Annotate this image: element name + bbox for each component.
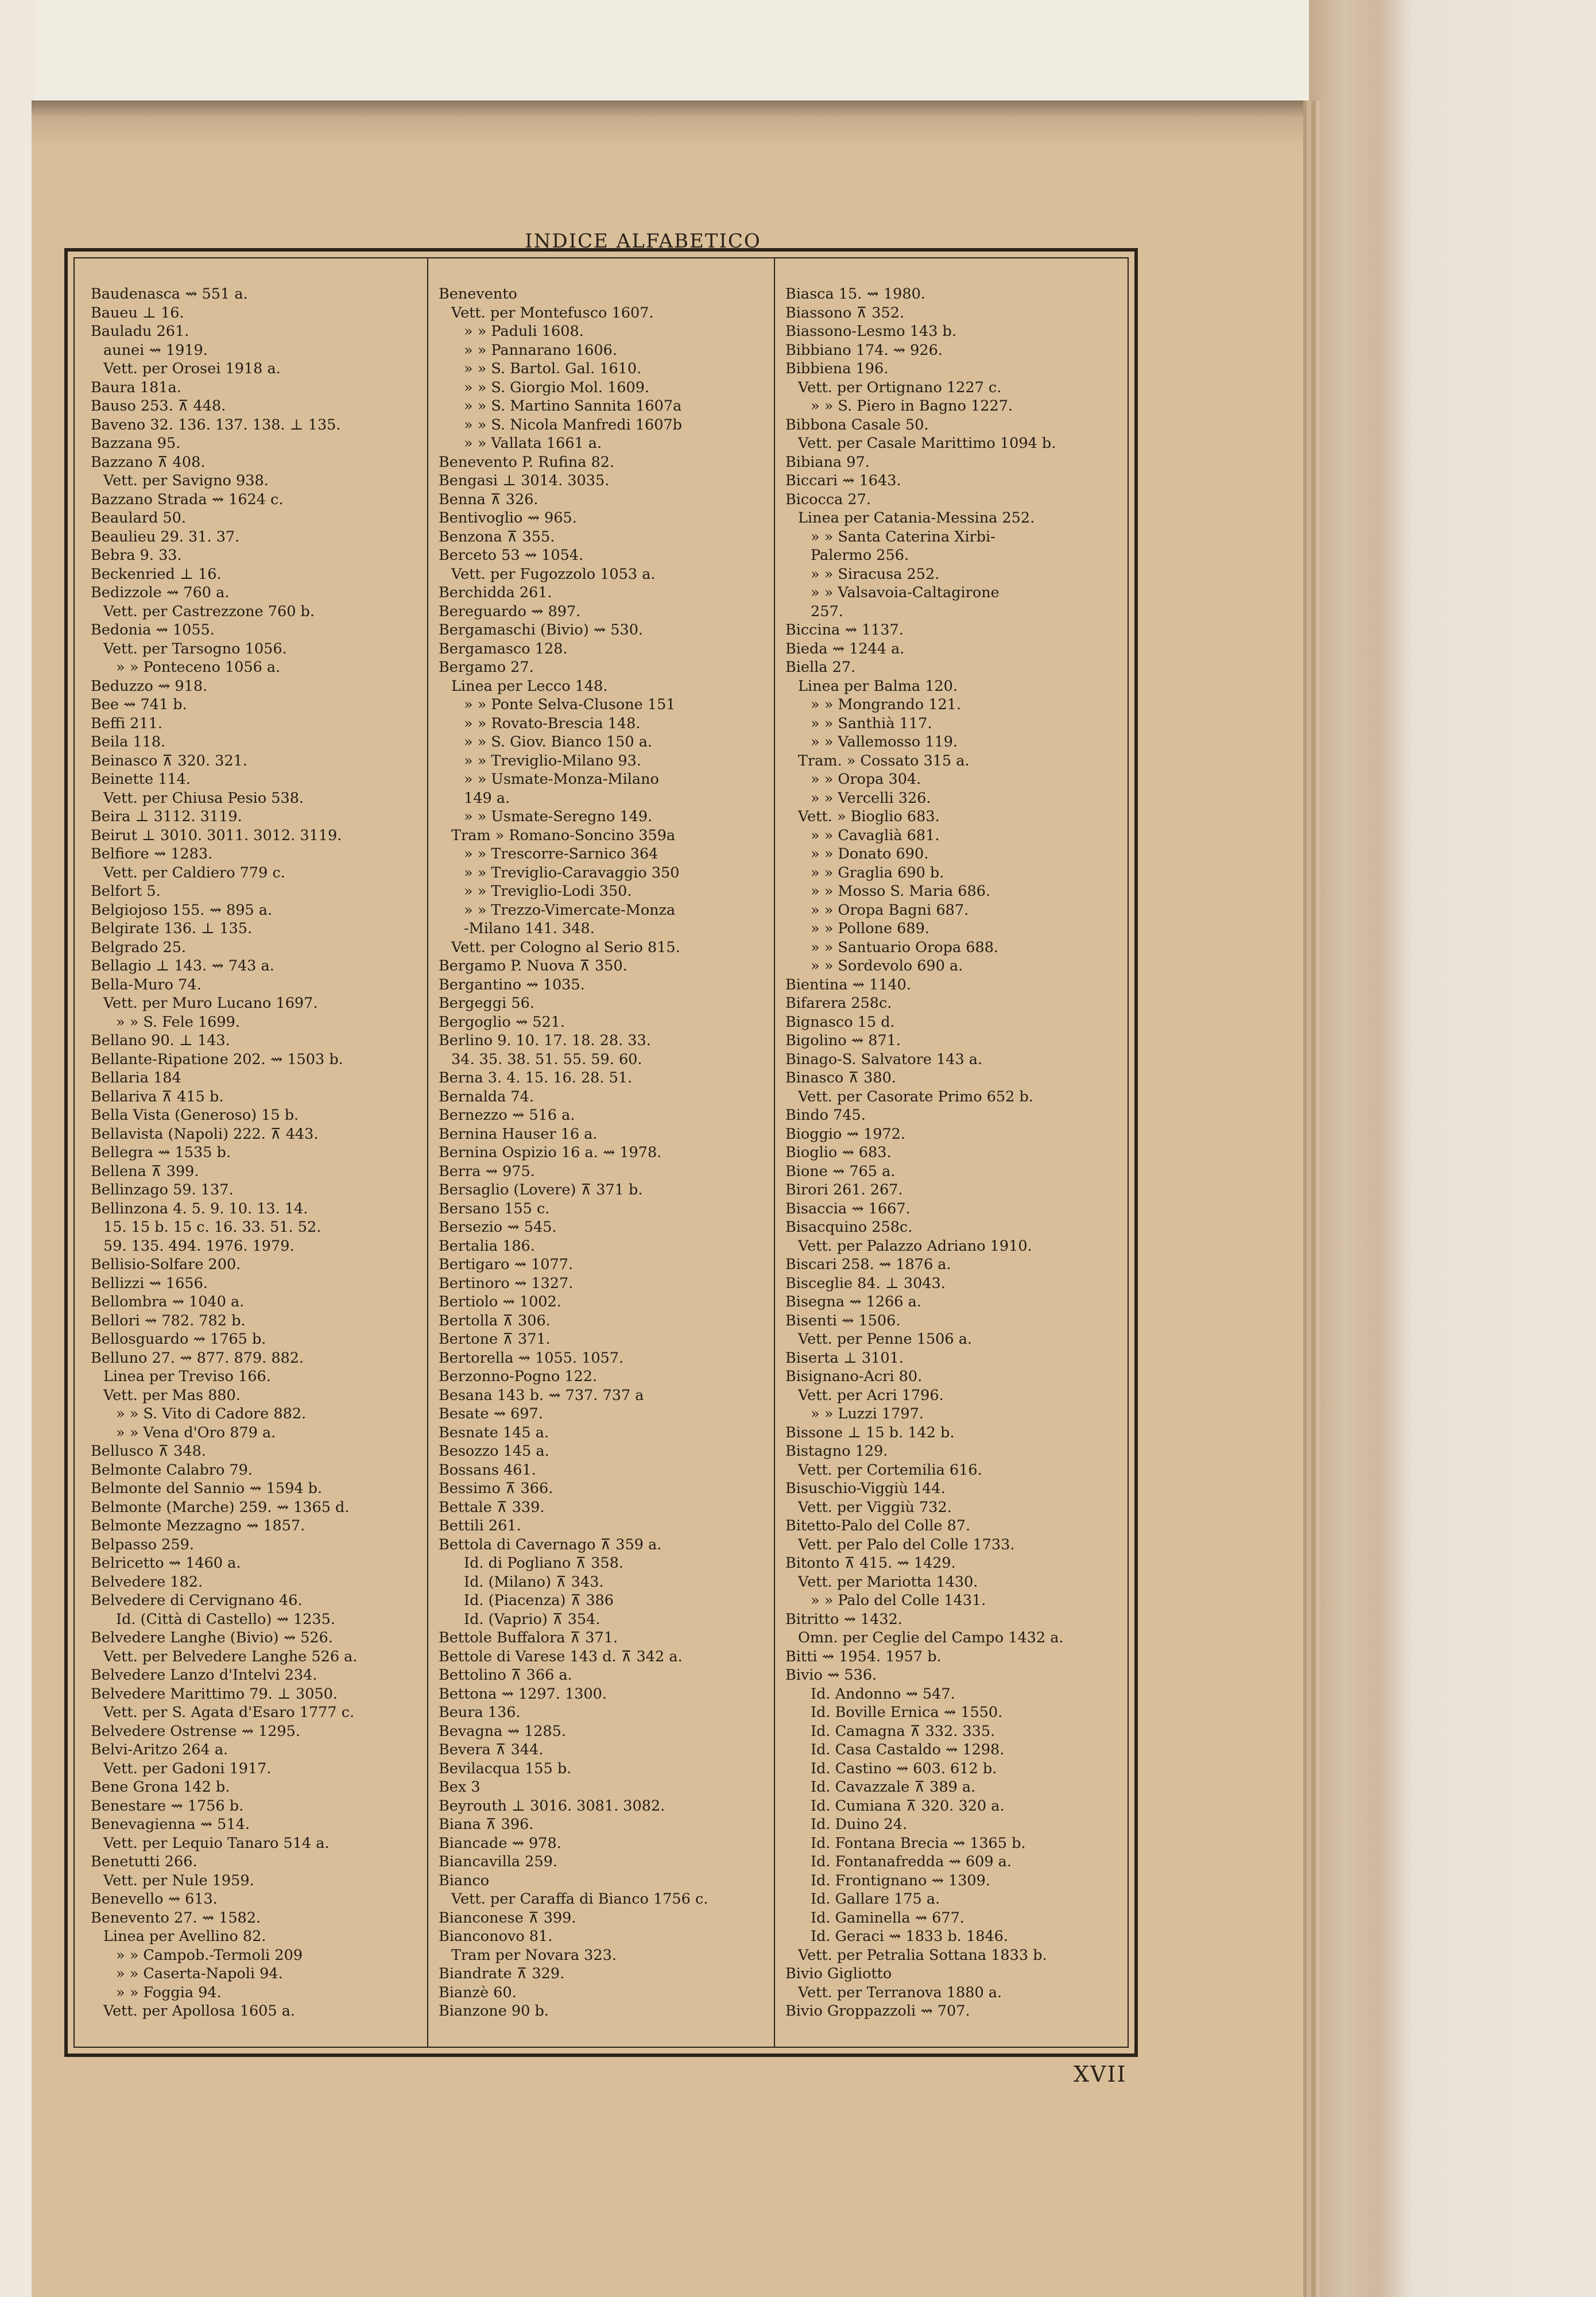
index-entry: Bellosguardo ⇝ 1765 b. <box>91 1331 266 1348</box>
index-entry: Vett. per Mas 880. <box>103 1386 241 1404</box>
index-entry: Bene Grona 142 b. <box>91 1778 230 1796</box>
index-entry: Baveno 32. 136. 137. 138. ⊥ 135. <box>91 416 341 434</box>
index-entry: » » Treviglio-Lodi 350. <box>464 883 632 900</box>
index-entry: Biandrate ⊼ 329. <box>439 1965 565 1982</box>
index-entry: Bitti ⇝ 1954. 1957 b. <box>785 1648 942 1665</box>
index-entry: Bee ⇝ 741 b. <box>91 696 187 713</box>
index-entry: Vett. per Belvedere Langhe 526 a. <box>103 1648 358 1665</box>
index-column-3 <box>785 285 1118 2021</box>
index-entry: Bellombra ⇝ 1040 a. <box>91 1293 245 1310</box>
index-entry: Bibbiena 196. <box>785 360 889 377</box>
index-entry: Bellori ⇝ 782. 782 b. <box>91 1312 246 1329</box>
index-entry: Bertalia 186. <box>439 1237 535 1255</box>
index-entry: Id. Gallare 175 a. <box>811 1890 940 1908</box>
index-entry: Benna ⊼ 326. <box>439 490 539 508</box>
index-entry: » » Valsavoia-Caltagirone <box>811 584 1000 601</box>
index-entry: » » Donato 690. <box>811 845 929 863</box>
index-entry: Beaulieu 29. 31. 37. <box>91 528 240 546</box>
index-entry: Vett. per Fugozzolo 1053 a. <box>451 565 656 583</box>
index-entry: Bettale ⊼ 339. <box>439 1498 545 1516</box>
index-entry: » » Vena d'Oro 879 a. <box>116 1424 276 1441</box>
index-entry: Belvi-Aritzo 264 a. <box>91 1741 228 1758</box>
index-entry: Bazzano ⊼ 408. <box>91 453 206 471</box>
index-entry: 59. 135. 494. 1976. 1979. <box>103 1237 295 1255</box>
index-entry: Vett. per Cortemilia 616. <box>798 1461 982 1479</box>
index-entry: Bergeggi 56. <box>439 995 534 1012</box>
index-entry: Bersano 155 c. <box>439 1200 550 1217</box>
index-entry: Id. Casa Castaldo ⇝ 1298. <box>811 1741 1005 1758</box>
index-entry: -Milano 141. 348. <box>464 920 595 937</box>
index-entry: Berlino 9. 10. 17. 18. 28. 33. <box>439 1032 651 1049</box>
index-entry: » » Santa Caterina Xirbi- <box>811 528 995 546</box>
index-entry: Vett. per Acri 1796. <box>798 1386 944 1404</box>
index-entry: Besnate 145 a. <box>439 1424 549 1441</box>
index-entry: Berra ⇝ 975. <box>439 1162 535 1180</box>
index-entry: » » Vercelli 326. <box>811 789 931 807</box>
index-entry: » » S. Bartol. Gal. 1610. <box>464 360 642 377</box>
index-entry: Linea per Treviso 166. <box>103 1368 271 1385</box>
index-entry: Tram » Romano-Soncino 359a <box>451 826 676 844</box>
index-entry: Beura 136. <box>439 1704 521 1721</box>
index-entry: Bivio Groppazzoli ⇝ 707. <box>785 2002 970 2020</box>
index-entry: Biserta ⊥ 3101. <box>785 1349 904 1367</box>
index-entry: Bellano 90. ⊥ 143. <box>91 1032 230 1049</box>
index-entry: Biana ⊼ 396. <box>439 1816 534 1833</box>
index-entry: Bergamaschi (Bivio) ⇝ 530. <box>439 621 644 639</box>
index-entry: Biccari ⇝ 1643. <box>785 472 901 489</box>
index-entry: Bertone ⊼ 371. <box>439 1331 551 1348</box>
index-entry: Id. Castino ⇝ 603. 612 b. <box>811 1760 997 1777</box>
index-entry: Vett. per Casorate Primo 652 b. <box>798 1088 1033 1105</box>
index-entry: Biancade ⇝ 978. <box>439 1834 561 1852</box>
index-entry: Belvedere Marittimo 79. ⊥ 3050. <box>91 1685 338 1703</box>
column-divider-1 <box>427 258 428 2047</box>
index-entry: Belfiore ⇝ 1283. <box>91 845 213 863</box>
index-entry: Bicocca 27. <box>785 490 871 508</box>
index-entry: Vett. per Ortignano 1227 c. <box>798 378 1002 396</box>
index-entry: Bengasi ⊥ 3014. 3035. <box>439 472 610 489</box>
index-entry: Bianzè 60. <box>439 1983 517 2001</box>
index-entry: » » S. Martino Sannita 1607a <box>464 397 682 415</box>
index-entry: Belvedere di Cervignano 46. <box>91 1592 303 1609</box>
index-entry: Belmonte Mezzagno ⇝ 1857. <box>91 1517 305 1534</box>
index-entry: Benetutti 266. <box>91 1853 197 1870</box>
index-entry: Bifarera 258c. <box>785 995 892 1012</box>
index-entry: Bisignano-Acri 80. <box>785 1368 923 1385</box>
index-entry: Bellaria 184 <box>91 1069 181 1086</box>
index-entry: Vett. per Cologno al Serio 815. <box>451 938 680 956</box>
index-entry: Bientina ⇝ 1140. <box>785 976 912 993</box>
index-entry: Vett. per Nule 1959. <box>103 1871 254 1889</box>
index-entry: Bioglio ⇝ 683. <box>785 1144 892 1161</box>
index-entry: Bistagno 129. <box>785 1443 888 1460</box>
index-entry: Bibiana 97. <box>785 453 870 471</box>
index-entry: Belpasso 259. <box>91 1536 194 1553</box>
index-entry: Vett. per Palazzo Adriano 1910. <box>798 1237 1032 1255</box>
index-entry: Belricetto ⇝ 1460 a. <box>91 1554 241 1572</box>
index-entry: Binago-S. Salvatore 143 a. <box>785 1050 983 1068</box>
index-entry: Bione ⇝ 765 a. <box>785 1162 896 1180</box>
index-entry: Id. (Vaprio) ⊼ 354. <box>464 1610 601 1628</box>
backdrop-left <box>0 0 34 2297</box>
index-entry: » » Oropa 304. <box>811 771 921 788</box>
index-entry: Linea per Catania-Messina 252. <box>798 509 1035 527</box>
index-entry: Bianconovo 81. <box>439 1928 553 1945</box>
index-entry: » » S. Nicola Manfredi 1607b <box>464 416 683 434</box>
index-entry: Belvedere Lanzo d'Intelvi 234. <box>91 1666 317 1684</box>
index-entry: Benevento <box>439 285 517 303</box>
index-entry: Id. Andonno ⇝ 547. <box>811 1685 955 1703</box>
index-entry: Vett. per Penne 1506 a. <box>798 1331 973 1348</box>
index-entry: Bereguardo ⇝ 897. <box>439 602 581 620</box>
index-entry: Vett. per Casale Marittimo 1094 b. <box>798 435 1056 452</box>
index-entry: Vett. per Petralia Sottana 1833 b. <box>798 1946 1047 1964</box>
index-entry: » » Usmate-Seregno 149. <box>464 808 653 825</box>
index-entry: Beila 118. <box>91 733 166 751</box>
index-entry: Biasca 15. ⇝ 1980. <box>785 285 925 303</box>
index-entry: Vett. per Mariotta 1430. <box>798 1573 978 1591</box>
index-entry: » » Sordevolo 690 a. <box>811 957 963 975</box>
index-entry: Vett. per Castrezzone 760 b. <box>103 602 315 620</box>
index-entry: Bivio Gigliotto <box>785 1965 892 1982</box>
index-entry: Vett. per Palo del Colle 1733. <box>798 1536 1015 1553</box>
index-entry: Bettola di Cavernago ⊼ 359 a. <box>439 1536 662 1553</box>
index-entry: Bisegna ⇝ 1266 a. <box>785 1293 921 1310</box>
index-entry: Bevagna ⇝ 1285. <box>439 1722 566 1740</box>
index-entry: Bignasco 15 d. <box>785 1013 895 1031</box>
index-entry: » » Usmate-Monza-Milano <box>464 771 659 788</box>
index-entry: Bevera ⊼ 344. <box>439 1741 544 1758</box>
index-entry: » » Ponteceno 1056 a. <box>116 659 281 676</box>
index-entry: Id. di Pogliano ⊼ 358. <box>464 1554 623 1572</box>
index-entry: » » Cavaglià 681. <box>811 826 940 844</box>
index-entry: Bitritto ⇝ 1432. <box>785 1610 902 1628</box>
index-entry: Bieda ⇝ 1244 a. <box>785 640 905 658</box>
index-entry: Belvedere Langhe (Bivio) ⇝ 526. <box>91 1629 333 1646</box>
index-entry: Bivio ⇝ 536. <box>785 1666 877 1684</box>
index-entry: Belvedere Ostrense ⇝ 1295. <box>91 1722 300 1740</box>
index-entry: Bessimo ⊼ 366. <box>439 1480 553 1497</box>
index-entry: Bella-Muro 74. <box>91 976 202 993</box>
index-entry: Bedonia ⇝ 1055. <box>91 621 215 639</box>
index-entry: Beaulard 50. <box>91 509 186 527</box>
index-entry: Benevento 27. ⇝ 1582. <box>91 1909 261 1927</box>
index-entry: Bernina Hauser 16 a. <box>439 1125 598 1143</box>
index-entry: Bellavista (Napoli) 222. ⊼ 443. <box>91 1125 319 1143</box>
index-entry: » » Ponte Selva-Clusone 151 <box>464 696 676 713</box>
index-entry: » » Mosso S. Maria 686. <box>811 883 991 900</box>
index-entry: Bertinoro ⇝ 1327. <box>439 1274 574 1292</box>
index-entry: Berceto 53 ⇝ 1054. <box>439 547 584 564</box>
index-entry: Id. (Piacenza) ⊼ 386 <box>464 1592 614 1609</box>
index-entry: Biccina ⇝ 1137. <box>785 621 904 639</box>
index-entry: Belvedere 182. <box>91 1573 203 1591</box>
index-entry: Vett. per Tarsogno 1056. <box>103 640 287 658</box>
index-entry: Belfort 5. <box>91 883 161 900</box>
index-entry: » » S. Vito di Cadore 882. <box>116 1405 307 1422</box>
index-entry: » » S. Giorgio Mol. 1609. <box>464 378 650 396</box>
index-entry: Birori 261. 267. <box>785 1181 903 1198</box>
index-entry: Beira ⊥ 3112. 3119. <box>91 808 242 825</box>
index-entry: Belmonte Calabro 79. <box>91 1461 253 1479</box>
index-entry: Bibbiano 174. ⇝ 926. <box>785 341 943 359</box>
index-entry: » » Treviglio-Milano 93. <box>464 752 641 769</box>
index-entry: » » S. Piero in Bagno 1227. <box>811 397 1013 415</box>
index-entry: Belgirate 136. ⊥ 135. <box>91 920 253 937</box>
index-entry: » » Caserta-Napoli 94. <box>116 1965 283 1982</box>
index-entry: Bex 3 <box>439 1778 481 1796</box>
index-entry: Id. Gaminella ⇝ 677. <box>811 1909 964 1927</box>
index-entry: Id. Duino 24. <box>811 1816 908 1833</box>
index-entry: Baueu ⊥ 16. <box>91 304 184 322</box>
index-entry: » » S. Fele 1699. <box>116 1013 240 1031</box>
index-entry: Vett. per Caraffa di Bianco 1756 c. <box>451 1890 708 1908</box>
index-entry: Bedizzole ⇝ 760 a. <box>91 584 230 601</box>
index-entry: Vett. per S. Agata d'Esaro 1777 c. <box>103 1704 355 1721</box>
index-entry: Bettole Buffalora ⊼ 371. <box>439 1629 618 1646</box>
index-entry: » » Siracusa 252. <box>811 565 940 583</box>
index-entry: » » Santhià 117. <box>811 714 932 732</box>
index-entry: Id. Geraci ⇝ 1833 b. 1846. <box>811 1928 1009 1945</box>
index-entry: Vett. per Lequio Tanaro 514 a. <box>103 1834 330 1852</box>
index-entry: » » Campob.-Termoli 209 <box>116 1946 303 1964</box>
index-entry: Bentivoglio ⇝ 965. <box>439 509 577 527</box>
index-entry: Bevilacqua 155 b. <box>439 1760 572 1777</box>
index-entry: Vett. per Orosei 1918 a. <box>103 360 281 377</box>
index-entry: » » Foggia 94. <box>116 1983 222 2001</box>
index-entry: Bazzana 95. <box>91 435 181 452</box>
index-entry: Biscari 258. ⇝ 1876 a. <box>785 1256 951 1273</box>
index-frame <box>64 248 1138 2057</box>
index-entry: Vett. » Bioglio 683. <box>798 808 940 825</box>
index-entry: Bellusco ⊼ 348. <box>91 1443 206 1460</box>
index-entry: Biassono ⊼ 352. <box>785 304 905 322</box>
index-entry: Biella 27. <box>785 659 856 676</box>
index-entry: Bellinzona 4. 5. 9. 10. 13. 14. <box>91 1200 308 1217</box>
index-entry: 257. <box>811 602 843 620</box>
index-entry: » » Santuario Oropa 688. <box>811 938 999 956</box>
column-divider-2 <box>774 258 775 2047</box>
index-entry: Linea per Avellino 82. <box>103 1928 266 1945</box>
index-entry: Bitetto-Palo del Colle 87. <box>785 1517 971 1534</box>
index-entry: Bisaccia ⇝ 1667. <box>785 1200 911 1217</box>
index-entry: Bebra 9. 33. <box>91 547 182 564</box>
index-entry: Bertigaro ⇝ 1077. <box>439 1256 574 1273</box>
index-entry: Benevagienna ⇝ 514. <box>91 1816 250 1833</box>
index-entry: Bellegra ⇝ 1535 b. <box>91 1144 231 1161</box>
index-entry: Tram per Novara 323. <box>451 1946 617 1964</box>
index-entry: » » Rovato-Brescia 148. <box>464 714 641 732</box>
index-entry: 15. 15 b. 15 c. 16. 33. 51. 52. <box>103 1219 321 1236</box>
index-entry: Palermo 256. <box>811 547 909 564</box>
index-entry: Bernezzo ⇝ 516 a. <box>439 1107 575 1124</box>
index-entry: aunei ⇝ 1919. <box>103 341 208 359</box>
index-entry: Bersaglio (Lovere) ⊼ 371 b. <box>439 1181 643 1198</box>
index-entry: Bettili 261. <box>439 1517 521 1534</box>
index-entry: » » Vallemosso 119. <box>811 733 958 751</box>
index-entry: » » Mongrando 121. <box>811 696 961 713</box>
index-entry: Bioggio ⇝ 1972. <box>785 1125 905 1143</box>
index-entry: Bellagio ⊥ 143. ⇝ 743 a. <box>91 957 274 975</box>
index-entry: Berzonno-Pogno 122. <box>439 1368 598 1385</box>
index-entry: Beinette 114. <box>91 771 191 788</box>
index-entry: Belmonte del Sannio ⇝ 1594 b. <box>91 1480 323 1497</box>
index-entry: Beckenried ⊥ 16. <box>91 565 222 583</box>
index-entry: Bettona ⇝ 1297. 1300. <box>439 1685 607 1703</box>
index-entry: Beffi 211. <box>91 714 162 732</box>
index-entry: Bazzano Strada ⇝ 1624 c. <box>91 490 284 508</box>
index-entry: 149 a. <box>464 789 510 807</box>
index-entry: Bergoglio ⇝ 521. <box>439 1013 565 1031</box>
index-entry: Besate ⇝ 697. <box>439 1405 543 1422</box>
index-entry: 34. 35. 38. 51. 55. 59. 60. <box>451 1050 642 1068</box>
index-entry: Beyrouth ⊥ 3016. 3081. 3082. <box>439 1797 665 1815</box>
index-entry: » » Pollone 689. <box>811 920 929 937</box>
index-entry: » » Paduli 1608. <box>464 323 584 340</box>
index-entry: Tram. » Cossato 315 a. <box>798 752 970 769</box>
index-entry: Vett. per Viggiù 732. <box>798 1498 952 1516</box>
index-entry: Bella Vista (Generoso) 15 b. <box>91 1107 299 1124</box>
index-entry: Omn. per Ceglie del Campo 1432 a. <box>798 1629 1064 1646</box>
index-entry: Bibbona Casale 50. <box>785 416 929 434</box>
index-entry: Bergamo 27. <box>439 659 534 676</box>
index-entry: Id. Fontanafredda ⇝ 609 a. <box>811 1853 1012 1870</box>
index-entry: Id. Camagna ⊼ 332. 335. <box>811 1722 995 1740</box>
index-entry: Vett. per Chiusa Pesio 538. <box>103 789 304 807</box>
index-entry: » » Trescorre-Sarnico 364 <box>464 845 658 863</box>
index-entry: Biassono-Lesmo 143 b. <box>785 323 956 340</box>
index-entry: Bianzone 90 b. <box>439 2002 549 2020</box>
index-entry: Vett. per Gadoni 1917. <box>103 1760 272 1777</box>
page-header: INDICE ALFABETICO <box>525 230 761 253</box>
index-entry: Linea per Lecco 148. <box>451 677 608 695</box>
index-entry: Belgrado 25. <box>91 938 187 956</box>
index-entry: Besozzo 145 a. <box>439 1443 549 1460</box>
index-entry: Id. Cavazzale ⊼ 389 a. <box>811 1778 976 1796</box>
index-entry: Bellisio-Solfare 200. <box>91 1256 241 1273</box>
index-entry: Bisenti ⇝ 1506. <box>785 1312 901 1329</box>
index-entry: Benevello ⇝ 613. <box>91 1890 218 1908</box>
index-entry: Id. Frontignano ⇝ 1309. <box>811 1871 990 1889</box>
page-top-edge <box>32 100 1303 146</box>
page-number: XVII <box>1074 2062 1127 2087</box>
index-entry: Vett. per Caldiero 779 c. <box>103 864 285 881</box>
index-entry: Bergantino ⇝ 1035. <box>439 976 585 993</box>
index-entry: Bissone ⊥ 15 b. 142 b. <box>785 1424 955 1441</box>
index-entry: Belluno 27. ⇝ 877. 879. 882. <box>91 1349 304 1367</box>
index-entry: Beirut ⊥ 3010. 3011. 3012. 3119. <box>91 826 342 844</box>
index-entry: Bigolino ⇝ 871. <box>785 1032 901 1049</box>
index-entry: Besana 143 b. ⇝ 737. 737 a <box>439 1386 644 1404</box>
index-entry: Bernina Ospizio 16 a. ⇝ 1978. <box>439 1144 662 1161</box>
index-entry: Belgiojoso 155. ⇝ 895 a. <box>91 901 273 919</box>
index-entry: Bellena ⊼ 399. <box>91 1162 199 1180</box>
index-entry: Vett. per Montefusco 1607. <box>451 304 654 322</box>
index-entry: » » Palo del Colle 1431. <box>811 1592 986 1609</box>
index-entry: Benestare ⇝ 1756 b. <box>91 1797 244 1815</box>
index-entry: Bersezio ⇝ 545. <box>439 1219 557 1236</box>
index-entry: Bindo 745. <box>785 1107 866 1124</box>
index-entry: Belmonte (Marche) 259. ⇝ 1365 d. <box>91 1498 350 1516</box>
index-entry: Bergamasco 128. <box>439 640 568 658</box>
index-entry: Id. (Città di Castello) ⇝ 1235. <box>116 1610 335 1628</box>
index-entry: » » S. Giov. Bianco 150 a. <box>464 733 653 751</box>
index-entry: Bianco <box>439 1871 490 1889</box>
index-entry: Biancavilla 259. <box>439 1853 557 1870</box>
index-entry: Vett. per Muro Lucano 1697. <box>103 995 318 1012</box>
index-entry: Bauladu 261. <box>91 323 189 340</box>
index-entry: Baura 181a. <box>91 378 181 396</box>
index-entry: » » Treviglio-Caravaggio 350 <box>464 864 680 881</box>
index-entry: Bisceglie 84. ⊥ 3043. <box>785 1274 946 1292</box>
index-entry: Bettolino ⊼ 366 a. <box>439 1666 572 1684</box>
index-entry: Vett. per Savigno 938. <box>103 472 269 489</box>
index-entry: Bettole di Varese 143 d. ⊼ 342 a. <box>439 1648 683 1665</box>
index-entry: Beduzzo ⇝ 918. <box>91 677 208 695</box>
index-entry: » » Pannarano 1606. <box>464 341 617 359</box>
index-entry: Id. Boville Ernica ⇝ 1550. <box>811 1704 1003 1721</box>
index-column-1 <box>91 285 424 2021</box>
index-entry: Binasco ⊼ 380. <box>785 1069 896 1086</box>
index-entry: Bitonto ⊼ 415. ⇝ 1429. <box>785 1554 956 1572</box>
index-entry: Bellizzi ⇝ 1656. <box>91 1274 208 1292</box>
index-entry: Bernalda 74. <box>439 1088 534 1105</box>
index-entry: Vett. per Terranova 1880 a. <box>798 1983 1002 2001</box>
index-entry: Bossans 461. <box>439 1461 536 1479</box>
index-entry: Id. Cumiana ⊼ 320. 320 a. <box>811 1797 1005 1815</box>
index-entry: Baudenasca ⇝ 551 a. <box>91 285 248 303</box>
index-entry: Benevento P. Rufina 82. <box>439 453 615 471</box>
index-entry: Bellinzago 59. 137. <box>91 1181 234 1198</box>
index-entry: Bauso 253. ⊼ 448. <box>91 397 226 415</box>
index-entry: Bisacquino 258c. <box>785 1219 913 1236</box>
index-entry: Bellante-Ripatione 202. ⇝ 1503 b. <box>91 1050 343 1068</box>
index-entry: Beinasco ⊼ 320. 321. <box>91 752 247 769</box>
index-entry: Bellariva ⊼ 415 b. <box>91 1088 224 1105</box>
book-page-stack <box>1309 0 1596 2297</box>
index-entry: Bisuschio-Viggiù 144. <box>785 1480 946 1497</box>
index-entry: » » Graglia 690 b. <box>811 864 944 881</box>
index-entry: Bianconese ⊼ 399. <box>439 1909 576 1927</box>
index-entry: Bergamo P. Nuova ⊼ 350. <box>439 957 627 975</box>
index-entry: » » Vallata 1661 a. <box>464 435 602 452</box>
index-entry: Bertolla ⊼ 306. <box>439 1312 551 1329</box>
index-entry: Bertiolo ⇝ 1002. <box>439 1293 561 1310</box>
index-entry: Linea per Balma 120. <box>798 677 958 695</box>
index-entry: » » Oropa Bagni 687. <box>811 901 969 919</box>
index-entry: Id. (Milano) ⊼ 343. <box>464 1573 604 1591</box>
index-entry: Berna 3. 4. 15. 16. 28. 51. <box>439 1069 633 1086</box>
index-entry: Bertorella ⇝ 1055. 1057. <box>439 1349 624 1367</box>
index-entry: Berchidda 261. <box>439 584 552 601</box>
index-entry: Benzona ⊼ 355. <box>439 528 555 546</box>
index-entry: » » Luzzi 1797. <box>811 1405 924 1422</box>
index-entry: Vett. per Apollosa 1605 a. <box>103 2002 296 2020</box>
index-entry: » » Trezzo-Vimercate-Monza <box>464 901 676 919</box>
index-entry: Id. Fontana Brecia ⇝ 1365 b. <box>811 1834 1026 1852</box>
index-column-2 <box>439 285 772 2021</box>
